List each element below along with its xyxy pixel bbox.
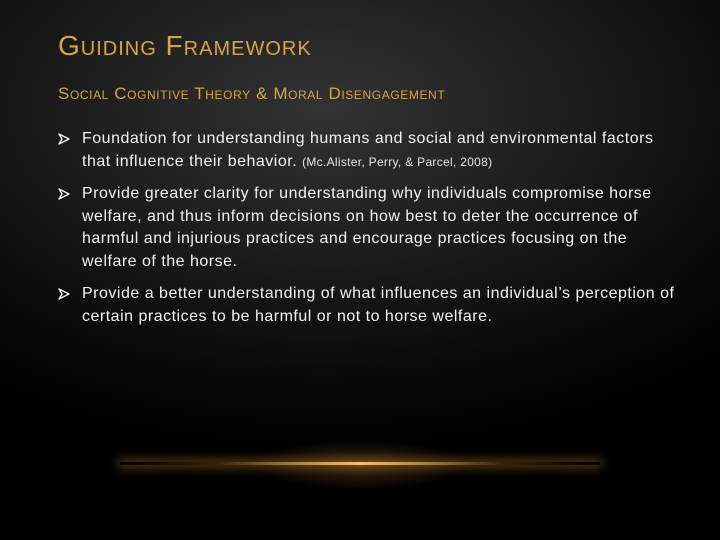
bullet-item-foundation [58,128,678,173]
bullet-text: Provide a better understanding of what influences an individual’s perception of certain practices to be harmful or not to horse welfare. [82,285,675,325]
bullet-text: Provide greater clarity for understanding why individuals compromise horse welfare, and thus inform decisions on how best to deter the occurrence of harmful and injurious practices and encourage practices focusing on the welfare of the horse. [82,185,652,270]
bullet-item-clarity [58,183,678,273]
arrow-bullet-icon [58,183,72,205]
bullet-citation: (Mc.Alister, Perry, & Parcel, 2008) [302,154,493,169]
bullet-item-perception [58,283,678,328]
decorative-glow-halo [250,440,470,490]
bullet-list [58,128,678,338]
bullet-text: Foundation for understanding humans and social and environmental factors that influence their behavior. [82,130,654,170]
slide-title: Guiding Framework [58,30,312,61]
arrow-bullet-icon [58,283,72,305]
decorative-glow-line [120,462,600,465]
arrow-bullet-icon [58,128,72,150]
slide-subtitle: Social Cognitive Theory & Moral Disengagement [58,84,446,103]
